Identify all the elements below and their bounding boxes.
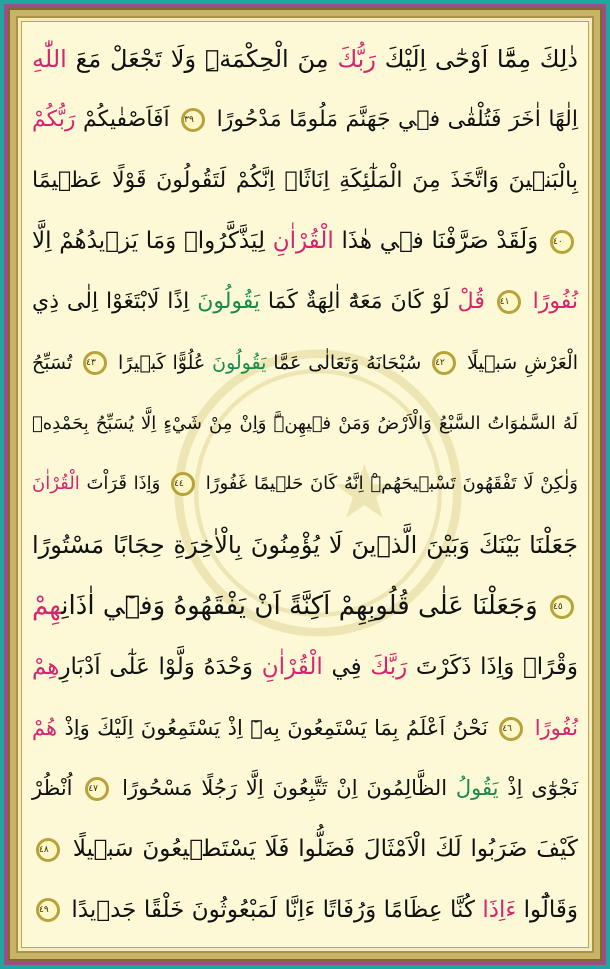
text-segment: وَلَقَدْ صَرَّفْنَا ف۪ي هٰذَا bbox=[333, 228, 546, 255]
tajweed-word: يَقُولُونَ bbox=[212, 351, 267, 374]
text-line bbox=[32, 273, 578, 331]
text-line bbox=[32, 759, 578, 817]
text-line bbox=[32, 30, 578, 88]
text-segment: بِالْبَن۪ينَ وَاتَّخَذَ مِنَ الْمَلٰٓئِكَةِ اِنَاثًاۜ اِنَّكُمْ لَتَقُولُونَ قَوْلًا عَظ۪يمًا bbox=[32, 167, 578, 193]
text-segment: الظَّالِمُونَ اِنْ تَتَّبِعُونَ اِلَّا رَجُلًا مَسْحُورًا bbox=[113, 776, 456, 801]
text-segment: اُنْظُرْ bbox=[32, 776, 82, 801]
highlighted-word: رَبَّكَ bbox=[370, 653, 408, 680]
highlighted-word: نُفُورًا bbox=[534, 715, 578, 740]
highlighted-word: الْقُرْاٰنَ bbox=[32, 473, 80, 495]
highlighted-word: هُمْ bbox=[32, 715, 58, 740]
verse-lines bbox=[32, 30, 578, 939]
text-segment: اَفَاَصْفٰيكُمْ bbox=[75, 106, 178, 132]
tajweed-word: يَقُولُونَ bbox=[197, 289, 261, 315]
tajweed-word: يَقُولُ bbox=[455, 776, 499, 801]
verse-number-marker: ٤١ bbox=[497, 290, 521, 314]
text-line bbox=[32, 820, 578, 878]
text-line bbox=[32, 516, 578, 574]
verse-number-marker: ٤٧ bbox=[85, 777, 109, 801]
highlighted-word: اللّٰهِ bbox=[32, 45, 67, 73]
text-segment: فِي bbox=[322, 653, 371, 680]
text-line bbox=[32, 577, 578, 635]
text-line bbox=[32, 881, 578, 939]
highlighted-word: هِمْ bbox=[32, 591, 62, 622]
highlighted-word: نُفُورًا bbox=[532, 289, 579, 315]
highlighted-word: الْقُرْاٰنِ bbox=[261, 653, 323, 680]
verse-number-marker: ٤٩ bbox=[36, 898, 60, 922]
gold-frame bbox=[8, 8, 602, 961]
text-segment: وَقْرًاۜ وَاِذَا ذَكَرْتَ bbox=[407, 653, 578, 680]
text-segment bbox=[485, 289, 493, 314]
mushaf-page bbox=[16, 16, 594, 953]
text-segment: لِيَذَّكَّرُواۜ وَمَا يَز۪يدُهُمْ اِلَّا bbox=[32, 228, 273, 255]
text-segment: مِنَ الْحِكْمَةِۜ وَلَا تَجْعَلْ مَعَ bbox=[66, 45, 338, 73]
text-segment: نَجْوٰٓى اِذْ bbox=[498, 776, 578, 801]
text-segment: كَيْفَ ضَرَبُوا لَكَ الْاَمْثَالَ فَضَلُّوا فَلَا يَسْتَط۪يعُونَ سَب۪يلًا bbox=[64, 836, 578, 863]
verse-number-marker: ٤٦ bbox=[499, 717, 523, 741]
highlighted-word: هِمْ bbox=[32, 653, 60, 680]
text-segment: نَحْنُ اَعْلَمُ بِمَا يَسْتَمِعُونَ بِه۪ٓ اِذْ يَسْتَمِعُونَ اِلَيْكَ وَاِذْ bbox=[57, 715, 496, 740]
verse-number-marker: ٣٩ bbox=[181, 108, 205, 132]
text-segment: جَعَلْنَا بَيْنَكَ وَبَيْنَ الَّذ۪ينَ لَا يُؤْمِنُونَ بِالْاٰخِرَةِ حِجَابًا مَسْتُورًا bbox=[32, 531, 578, 560]
text-segment: لَهُ السَّمٰوَاتُ السَّبْعُ وَالْاَرْضُ وَمَنْ ف۪يهِنَّۜ وَاِنْ مِنْ شَيْءٍ اِلَّا يُسَبِّحُ بِحَمْدِه۪ bbox=[32, 412, 578, 434]
text-line bbox=[32, 334, 578, 392]
verse-number-marker: ٤٢ bbox=[432, 351, 456, 375]
highlighted-word: قُلْ bbox=[457, 289, 485, 315]
text-segment: اِذًا لَابْتَغَوْا اِلٰى ذِي bbox=[32, 289, 198, 315]
text-segment: وَقَالُٓوا bbox=[516, 896, 578, 923]
text-segment: الْعَرْشِ سَب۪يلًا bbox=[460, 351, 578, 374]
text-line bbox=[32, 638, 578, 696]
verse-number-marker: ٤٠ bbox=[550, 230, 574, 254]
text-line bbox=[32, 455, 578, 513]
verse-number-marker: ٤٨ bbox=[36, 838, 60, 862]
text-segment: وَاِذَا قَرَاْتَ bbox=[79, 473, 168, 495]
highlighted-word: رَبُّكَ bbox=[337, 45, 376, 73]
text-segment: لَوْ كَانَ مَعَهُٓ اٰلِهَةٌ كَمَا bbox=[260, 289, 458, 315]
text-line bbox=[32, 395, 578, 453]
text-segment: سُبْحَانَهُ وَتَعَالٰى عَمَّا bbox=[266, 351, 429, 374]
text-segment bbox=[525, 289, 533, 314]
verse-number-marker: ٤٥ bbox=[550, 595, 574, 619]
highlighted-word: رَبُّكُمْ bbox=[32, 106, 76, 132]
highlighted-word: الْقُرْاٰنِ bbox=[272, 228, 334, 255]
text-segment: اِلٰهًا اٰخَرَ فَتُلْقٰى ف۪ي جَهَنَّمَ مَلُومًا مَدْحُورًا bbox=[209, 106, 578, 132]
text-line bbox=[32, 152, 578, 210]
text-segment: وَحْدَهُ وَلَّوْا عَلٰٓى اَدْبَارِ bbox=[59, 653, 262, 680]
text-segment: تُسَبِّحُ bbox=[32, 351, 80, 374]
text-segment bbox=[527, 716, 534, 740]
text-segment: كُنَّا عِظَامًا وَرُفَاتًا ءَاِنَّا لَمَبْعُوثُونَ خَلْقًا جَد۪يدًا bbox=[64, 896, 483, 923]
outer-border bbox=[4, 4, 606, 965]
verse-number-marker: ٤٣ bbox=[83, 351, 107, 375]
highlighted-word: ءَاِذَا bbox=[482, 896, 517, 923]
text-segment: وَلٰكِنْ لَا تَفْقَهُونَ تَسْب۪يحَهُمْۜ اِنَّهُ كَانَ حَل۪يمًا غَفُورًا bbox=[199, 473, 579, 495]
text-line bbox=[32, 699, 578, 757]
text-segment: عُلُوًّا كَب۪يرًا bbox=[111, 351, 213, 374]
text-line bbox=[32, 91, 578, 149]
text-line bbox=[32, 212, 578, 270]
text-segment: ذٰلِكَ مِمَّٓا اَوْحٰٓى اِلَيْكَ bbox=[375, 45, 578, 73]
verse-number-marker: ٤٤ bbox=[171, 472, 195, 496]
text-segment: وَجَعَلْنَا عَلٰى قُلُوبِهِمْ اَكِنَّةً اَنْ يَفْقَهُوهُ وَف۪ٓي اٰذَانِ bbox=[61, 591, 546, 622]
